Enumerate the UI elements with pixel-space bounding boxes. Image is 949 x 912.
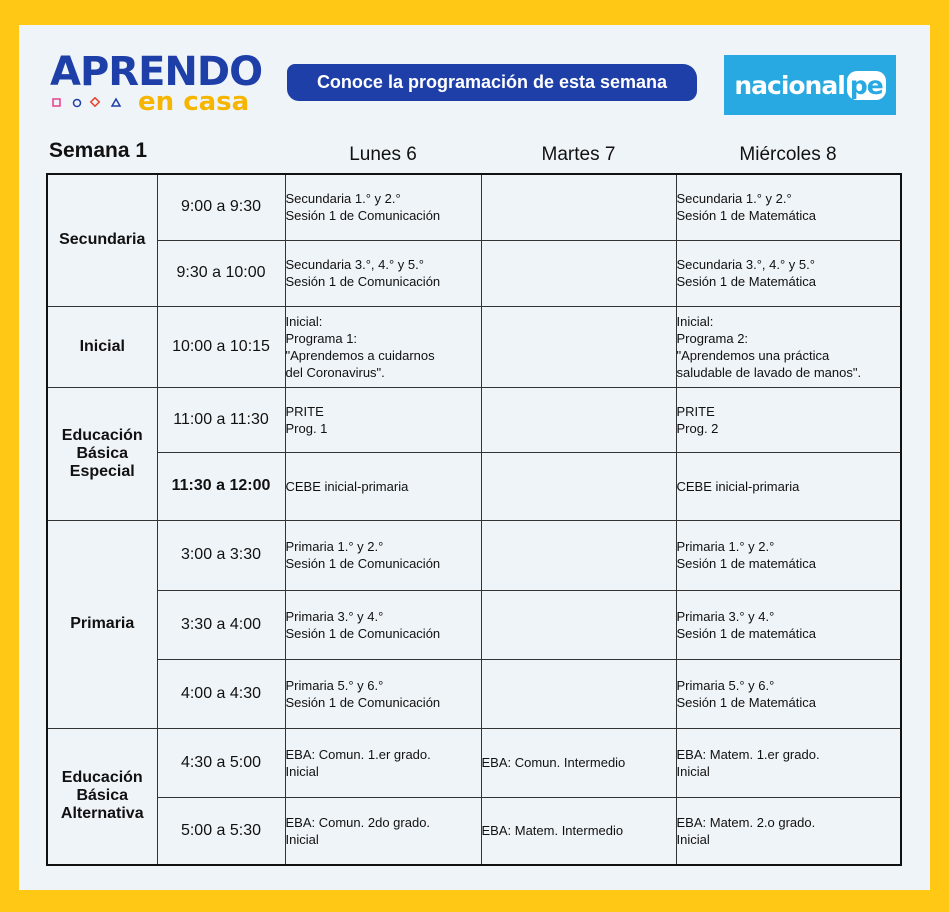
table-row xyxy=(47,240,901,306)
table-row xyxy=(47,174,901,240)
table-row xyxy=(47,387,901,452)
time-slot: 3:00 a 3:30 xyxy=(157,520,285,590)
time-slot: 4:00 a 4:30 xyxy=(157,659,285,728)
session-cell: Inicial: Programa 1: "Aprendemos a cuidarnos del Coronavirus". xyxy=(285,306,481,387)
level-label: Educación Básica Especial xyxy=(47,387,157,520)
session-cell: Secundaria 1.° y 2.° Sesión 1 de Matemática xyxy=(676,174,901,240)
time-slot: 4:30 a 5:00 xyxy=(157,728,285,797)
time-slot: 9:30 a 10:00 xyxy=(157,240,285,306)
table-row xyxy=(47,659,901,728)
day-header-monday: Lunes 6 xyxy=(349,144,417,165)
table-row xyxy=(47,728,901,797)
session-cell: PRITE Prog. 2 xyxy=(676,387,901,452)
session-cell xyxy=(481,240,676,306)
session-cell xyxy=(481,174,676,240)
table-row xyxy=(47,306,901,387)
logo-line2: en casa xyxy=(138,87,250,117)
session-cell: Primaria 5.° y 6.° Sesión 1 de Comunicación xyxy=(285,659,481,728)
day-header-tuesday: Martes 7 xyxy=(541,144,616,165)
session-cell: Secundaria 3.°, 4.° y 5.° Sesión 1 de Matemática xyxy=(676,240,901,306)
session-cell: EBA: Matem. 2.o grado. Inicial xyxy=(676,797,901,865)
time-slot: 11:00 a 11:30 xyxy=(157,387,285,452)
session-cell: Inicial: Programa 2: "Aprendemos una práctica saludable de lavado de manos". xyxy=(676,306,901,387)
session-cell: Primaria 3.° y 4.° Sesión 1 de Comunicación xyxy=(285,590,481,659)
time-slot: 10:00 a 10:15 xyxy=(157,306,285,387)
session-cell xyxy=(481,387,676,452)
session-cell: CEBE inicial-primaria xyxy=(676,452,901,520)
table-row xyxy=(47,590,901,659)
time-slot: 11:30 a 12:00 xyxy=(157,452,285,520)
session-cell: EBA: Matem. Intermedio xyxy=(481,797,676,865)
schedule-table xyxy=(46,173,902,866)
level-label: Inicial xyxy=(47,306,157,387)
session-cell: EBA: Comun. 2do grado. Inicial xyxy=(285,797,481,865)
session-cell: Primaria 1.° y 2.° Sesión 1 de matemática xyxy=(676,520,901,590)
session-cell: Primaria 5.° y 6.° Sesión 1 de Matemática xyxy=(676,659,901,728)
time-slot: 5:00 a 5:30 xyxy=(157,797,285,865)
level-label: Educación Básica Alternativa xyxy=(47,728,157,865)
aprendo-en-casa-logo xyxy=(50,49,265,118)
session-cell xyxy=(481,590,676,659)
shapes-icon xyxy=(52,97,132,109)
brand-name: nacional xyxy=(734,70,845,100)
time-slot: 3:30 a 4:00 xyxy=(157,590,285,659)
session-cell: PRITE Prog. 1 xyxy=(285,387,481,452)
table-row xyxy=(47,797,901,865)
session-cell: EBA: Comun. Intermedio xyxy=(481,728,676,797)
day-header-wednesday: Miércoles 8 xyxy=(739,144,837,165)
nacional-pe-logo xyxy=(724,55,896,115)
session-cell: EBA: Matem. 1.er grado. Inicial xyxy=(676,728,901,797)
time-slot: 9:00 a 9:30 xyxy=(157,174,285,240)
session-cell: Primaria 1.° y 2.° Sesión 1 de Comunicación xyxy=(285,520,481,590)
session-cell: CEBE inicial-primaria xyxy=(285,452,481,520)
session-cell xyxy=(481,452,676,520)
brand-suffix: pe xyxy=(847,71,886,100)
session-cell xyxy=(481,659,676,728)
session-cell xyxy=(481,520,676,590)
table-row xyxy=(47,452,901,520)
session-cell: EBA: Comun. 1.er grado. Inicial xyxy=(285,728,481,797)
table-row xyxy=(47,520,901,590)
logo-line1: APRENDO xyxy=(50,49,263,95)
session-cell xyxy=(481,306,676,387)
level-label: Primaria xyxy=(47,520,157,728)
session-cell: Secundaria 1.° y 2.° Sesión 1 de Comunicación xyxy=(285,174,481,240)
session-cell: Secundaria 3.°, 4.° y 5.° Sesión 1 de Comunicación xyxy=(285,240,481,306)
session-cell: Primaria 3.° y 4.° Sesión 1 de matemática xyxy=(676,590,901,659)
week-title: Semana 1 xyxy=(49,139,148,162)
level-label: Secundaria xyxy=(47,174,157,306)
week-program-banner: Conoce la programación de esta semana xyxy=(287,64,697,101)
